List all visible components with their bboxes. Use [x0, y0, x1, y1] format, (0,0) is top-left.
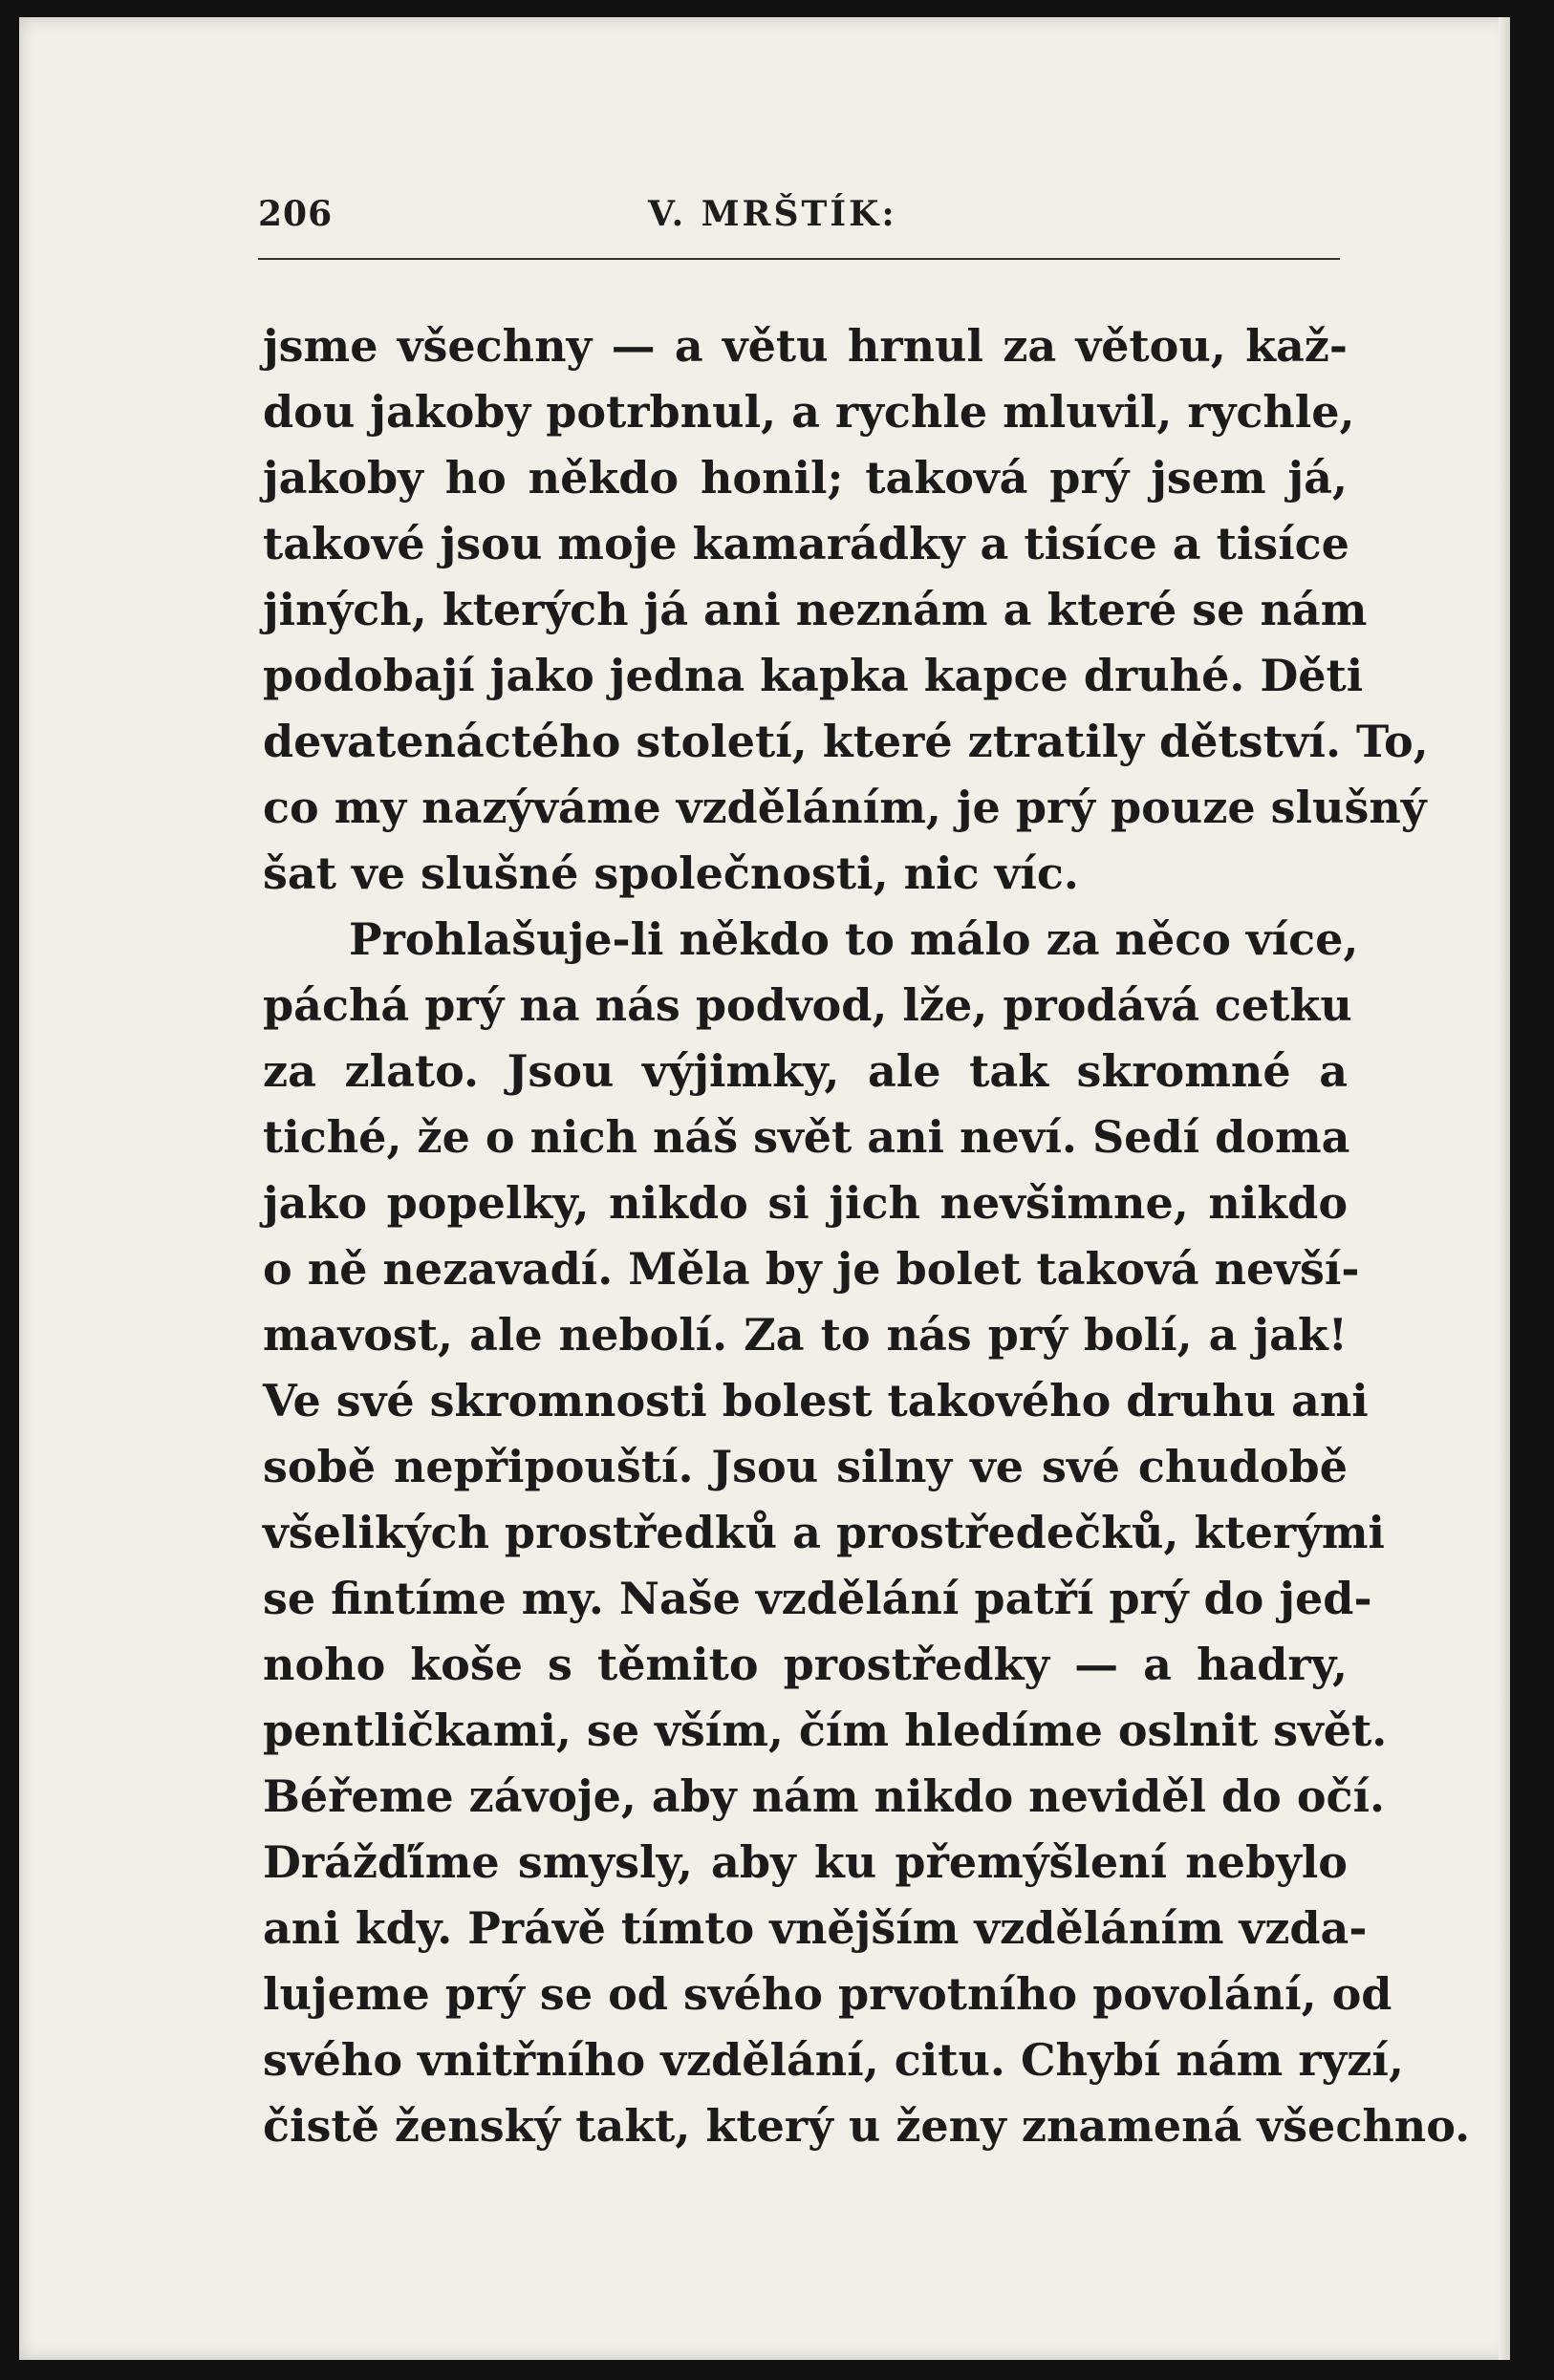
text-line: noho koše s těmito prostředky — a hadry, — [263, 1639, 1348, 1690]
text-line: co my nazýváme vzděláním, je prý pouze slušný — [263, 782, 1427, 833]
book-page — [19, 17, 1510, 2360]
text-line: sobě nepřipouští. Jsou silny ve své chudobě — [263, 1441, 1348, 1492]
text-line: za zlato. Jsou výjimky, ale tak skromné a — [263, 1045, 1348, 1097]
text-line: jakoby ho někdo honil; taková prý jsem já, — [263, 452, 1348, 504]
text-line: čistě ženský takt, který u ženy znamená všechno. — [263, 2100, 1471, 2152]
text-line: jiných, kterých já ani neznám a které se nám — [263, 584, 1368, 635]
text-line: podobají jako jedna kapka kapce druhé. Děti — [263, 650, 1364, 701]
header-rule — [258, 258, 1340, 260]
text-line: devatenáctého století, které ztratily dětství. To, — [263, 716, 1429, 767]
text-line: tiché, že o nich náš svět ani neví. Sedí doma — [263, 1111, 1350, 1163]
text-line: jako popelky, nikdo si jich nevšimne, nikdo — [263, 1177, 1348, 1229]
text-line: Drážďíme smysly, aby ku přemýšlení nebylo — [263, 1836, 1348, 1888]
text-line: o ně nezavadí. Měla by je bolet taková nevší- — [263, 1243, 1360, 1295]
text-line: pentličkami, se vším, čím hledíme oslnit svět. — [263, 1705, 1388, 1756]
text-line: se fintíme my. Naše vzdělání patří prý do jed- — [263, 1573, 1372, 1624]
text-line: dou jakoby potrbnul, a rychle mluvil, rychle, — [263, 386, 1355, 438]
text-line: páchá prý na nás podvod, lže, prodává cetku — [263, 979, 1352, 1031]
text-line: svého vnitřního vzdělání, citu. Chybí nám ryzí, — [263, 2034, 1404, 2086]
text-line: jsme všechny — a větu hrnul za větou, kaž- — [263, 320, 1348, 372]
page-edge-shadow — [1499, 17, 1510, 2360]
text-line: šat ve slušné společnosti, nic víc. — [263, 847, 1079, 899]
text-line: mavost, ale nebolí. Za to nás prý bolí, a jak! — [263, 1309, 1348, 1361]
text-line: všelikých prostředků a prostředečků, kterými — [263, 1507, 1385, 1558]
text-line: ani kdy. Právě tímto vnějším vzděláním vzda- — [263, 1902, 1368, 1954]
text-line: Prohlašuje-li někdo to málo za něco více, — [349, 913, 1359, 965]
page-header — [258, 194, 1338, 251]
text-line: takové jsou moje kamarádky a tisíce a tisíce — [263, 518, 1349, 569]
text-line: Ve své skromnosti bolest takového druhu ani — [263, 1375, 1369, 1426]
running-head: V. MRŠTÍK: — [648, 194, 897, 234]
text-line: lujeme prý se od svého prvotního povolání, od — [263, 1968, 1392, 2020]
page-number: 206 — [258, 194, 334, 234]
text-line: Béřeme závoje, aby nám nikdo neviděl do očí. — [263, 1770, 1386, 1822]
body-text — [263, 313, 1471, 2159]
